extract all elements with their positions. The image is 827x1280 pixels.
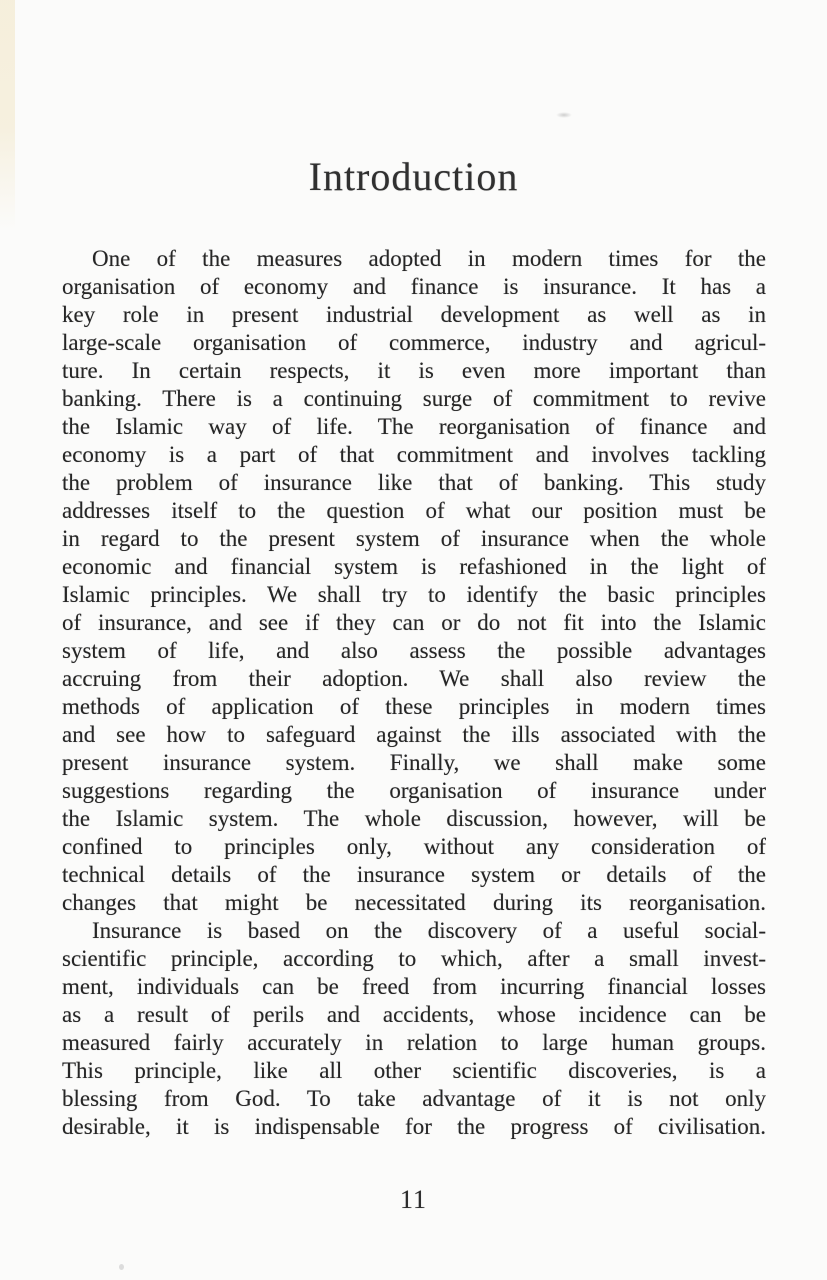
text-line: desirable, it is indispensable for the progress of civilisation. — [62, 1114, 766, 1139]
text-line: confined to principles only, without any consideration of — [62, 834, 766, 859]
text-line: This principle, like all other scientific discoveries, is a — [62, 1058, 766, 1083]
text-line: scientific principle, according to which, after a small invest- — [62, 946, 766, 971]
scan-artifact-speck — [119, 1264, 124, 1270]
text-line: the Islamic way of life. The reorganisation of finance and — [62, 414, 766, 439]
text-line: ment, individuals can be freed from incurring financial losses — [62, 974, 766, 999]
text-line: suggestions regarding the organisation of insurance under — [62, 778, 766, 803]
text-line: measured fairly accurately in relation to large human groups. — [62, 1030, 766, 1055]
text-line: and see how to safeguard against the ills associated with the — [62, 722, 766, 747]
text-line: banking. There is a continuing surge of commitment to revive — [62, 386, 766, 411]
text-line: One of the measures adopted in modern times for the — [92, 246, 766, 271]
paragraph — [62, 917, 766, 1141]
text-line: system of life, and also assess the possible advantages — [62, 638, 766, 663]
text-line: economy is a part of that commitment and involves tackling — [62, 442, 766, 467]
text-line: ture. In certain respects, it is even more important than — [62, 358, 766, 383]
scan-artifact-smudge — [556, 112, 572, 118]
text-line: technical details of the insurance system or details of the — [62, 862, 766, 887]
body-text — [62, 245, 766, 1141]
chapter-title: Introduction — [308, 154, 519, 199]
text-line: as a result of perils and accidents, whose incidence can be — [62, 1002, 766, 1027]
paragraph — [62, 245, 766, 917]
text-line: in regard to the present system of insurance when the whole — [62, 526, 766, 551]
text-line: Islamic principles. We shall try to identify the basic principles — [62, 582, 766, 607]
text-line: methods of application of these principles in modern times — [62, 694, 766, 719]
text-line: changes that might be necessitated during its reorganisation. — [62, 890, 766, 915]
text-line: the Islamic system. The whole discussion, however, will be — [62, 806, 766, 831]
text-line: organisation of economy and finance is insurance. It has a — [62, 274, 766, 299]
text-line: blessing from God. To take advantage of it is not only — [62, 1086, 766, 1111]
page-number: 11 — [399, 1185, 428, 1214]
text-line: addresses itself to the question of what our position must be — [62, 498, 766, 523]
text-line: key role in present industrial development as well as in — [62, 302, 766, 327]
text-line: large-scale organisation of commerce, industry and agricul- — [62, 330, 766, 355]
text-line: economic and financial system is refashioned in the light of — [62, 554, 766, 579]
text-line: of insurance, and see if they can or do not fit into the Islamic — [62, 610, 766, 635]
text-line: accruing from their adoption. We shall also review the — [62, 666, 766, 691]
text-line: present insurance system. Finally, we shall make some — [62, 750, 766, 775]
text-line: Insurance is based on the discovery of a useful social- — [92, 918, 766, 943]
text-line: the problem of insurance like that of banking. This study — [62, 470, 766, 495]
